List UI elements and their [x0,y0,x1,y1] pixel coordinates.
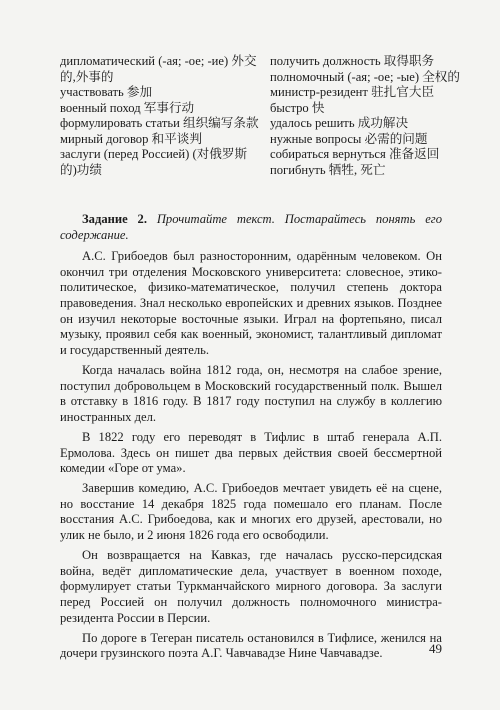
text-paragraph: По дороге в Тегеран писатель остановился в Тифлисе, женился на дочери грузинского поэта А.Г. Чавчавадзе Нине Чавчавадзе. [60,630,442,661]
vocabulary-item: мирный договор 和平谈判 [60,131,202,146]
vocabulary-item: полномочный (-ая; -ое; -ые) 全权的 [270,69,460,84]
vocabulary-item: собираться вернуться 准备返回 [270,147,440,161]
vocabulary-item: дипломатический (-ая; -ое; -ие) 外交的,外事的 [60,54,257,84]
vocabulary-item: формулировать статьи 组织编写条款 [60,116,259,130]
vocabulary-list [60,54,460,178]
text-paragraph: Он возвращается на Кавказ, где началась русско-персидская война, ведёт дипломатические дела, участвует в военном походе, формулирует статьи Туркманчайского мирного договора. За заслуги перед Россией он получил должность полномочного министра-резидента России в Персии. [60,548,442,625]
vocabulary-item: получить должность 取得职务 [270,54,435,68]
vocabulary-item: погибнуть 牺牲, 死亡 [270,162,386,177]
text-paragraph: В 1822 году его переводят в Тифлис в штаб генерала А.П. Ермолова. Здесь он пишет два первых действия своей бессмертной комедии «Горе от ума». [60,429,442,476]
text-paragraph: Завершив комедию, А.С. Грибоедов мечтает увидеть её на сцене, но восстание 14 декабря 1825 года помешало его планам. После восстания А.С. Грибоедова, как и многих его друзей, арестовали, но улик не было, и 2 июня 1826 года его освободили. [60,481,442,543]
task-section [60,212,442,667]
vocabulary-item: заслуги (перед Россией) (对俄罗斯的)功绩 [60,147,248,177]
vocabulary-right-column [270,54,460,178]
vocabulary-item: военный поход 军事行动 [60,100,195,115]
vocabulary-item: нужные вопросы 必需的问题 [270,131,428,146]
vocabulary-item: удалось решить 成功解决 [270,116,409,130]
text-paragraph: Когда началась война 1812 года, он, несмотря на слабое зрение, поступил добровольцем в Московский государственный полк. Вышел в отставку в 1816 году. В 1817 году поступил на службу в коллегию иностранных дел. [60,362,442,424]
vocabulary-item: быстро 快 [270,100,325,115]
task-instruction: Прочитайте текст. Постарайтесь понять его содержание. [60,212,442,242]
task-heading [60,212,442,243]
page-number: 49 [429,641,442,656]
vocabulary-item: министр-резидент 驻扎官大臣 [270,85,435,99]
vocabulary-item: участвовать 参加 [60,85,153,99]
text-paragraph: А.С. Грибоедов был разносторонним, одарённым человеком. Он окончил три отделения Московского университета: словесное, этико-политическое, физико-математическое, получил степень доктора правоведения. Знал несколько европейских и древних языков. Позднее он изучил некоторые восточные языки. Играл на фортепьяно, писал музыку, проявил себя как военный, экономист, талантливый дипломат и государственный деятель. [60,249,442,357]
vocabulary-left-column [60,54,260,178]
task-label: Задание 2. [82,212,147,226]
